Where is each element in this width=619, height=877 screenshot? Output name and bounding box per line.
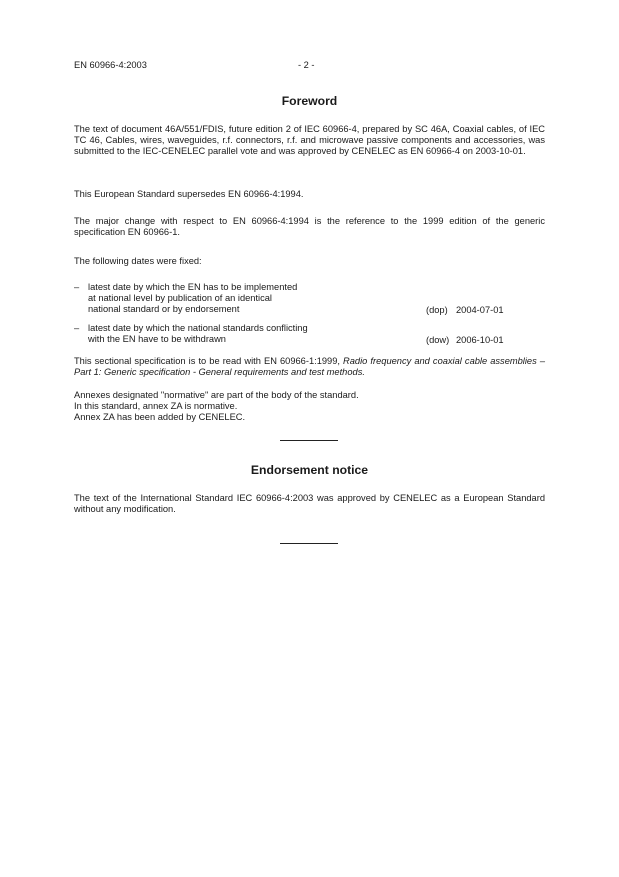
section-divider (280, 440, 338, 441)
page-number: - 2 - (298, 60, 315, 70)
list-dash: – (74, 282, 80, 292)
dow-code: (dow) (426, 335, 450, 345)
endorsement-heading: Endorsement notice (250, 463, 369, 477)
list-item-text: latest date by which the national standards conflicting with the EN have to be withdrawn (88, 323, 308, 345)
list-item-dow (0, 323, 619, 347)
end-divider (280, 543, 338, 544)
foreword-paragraph-1: The text of document 46A/551/FDIS, future edition 2 of IEC 60966-4, prepared by SC 46A, Coaxial cables, of IEC TC 46, Cables, wires, waveguides, r.f. connectors, r.f. and microwave passive components and accessories, was submitted to the IEC-CENELEC parallel vote and was approved by CENELEC as EN 60966-4 on 2003-10-01. (74, 124, 545, 157)
dop-code: (dop) (426, 305, 448, 315)
list-item-text: latest date by which the EN has to be implemented at national level by publication of an identical national standard or by endorsement (88, 282, 298, 315)
document-id: EN 60966-4:2003 (74, 60, 147, 70)
foreword-paragraph-3: The major change with respect to EN 60966-4:1994 is the reference to the 1999 edition of the generic specification EN 60966-1. (74, 216, 545, 238)
list-dash: – (74, 323, 80, 333)
referenced-standard-title: Radio frequency and coaxial cable assemblies – Part 1: Generic specification - General requirements and test methods. (74, 356, 545, 378)
endorsement-paragraph: The text of the International Standard IEC 60966-4:2003 was approved by CENELEC as a European Standard without any modification. (74, 493, 545, 515)
dow-date: 2006-10-01 (456, 335, 504, 345)
dop-date: 2004-07-01 (456, 305, 504, 315)
foreword-heading: Foreword (281, 94, 338, 108)
annex-notes: Annexes designated "normative" are part of the body of the standard. In this standard, annex ZA is normative. Annex ZA has been added by CENELEC. (74, 390, 359, 423)
foreword-paragraph-2: This European Standard supersedes EN 60966-4:1994. (74, 189, 304, 199)
list-item-dop (0, 282, 619, 318)
foreword-paragraph-4: The following dates were fixed: (74, 256, 202, 266)
foreword-paragraph-5: This sectional specification is to be read with EN 60966-1:1999, Radio frequency and coaxial cable assemblies – Part 1: Generic specification - General requirements and test methods. (74, 356, 545, 378)
